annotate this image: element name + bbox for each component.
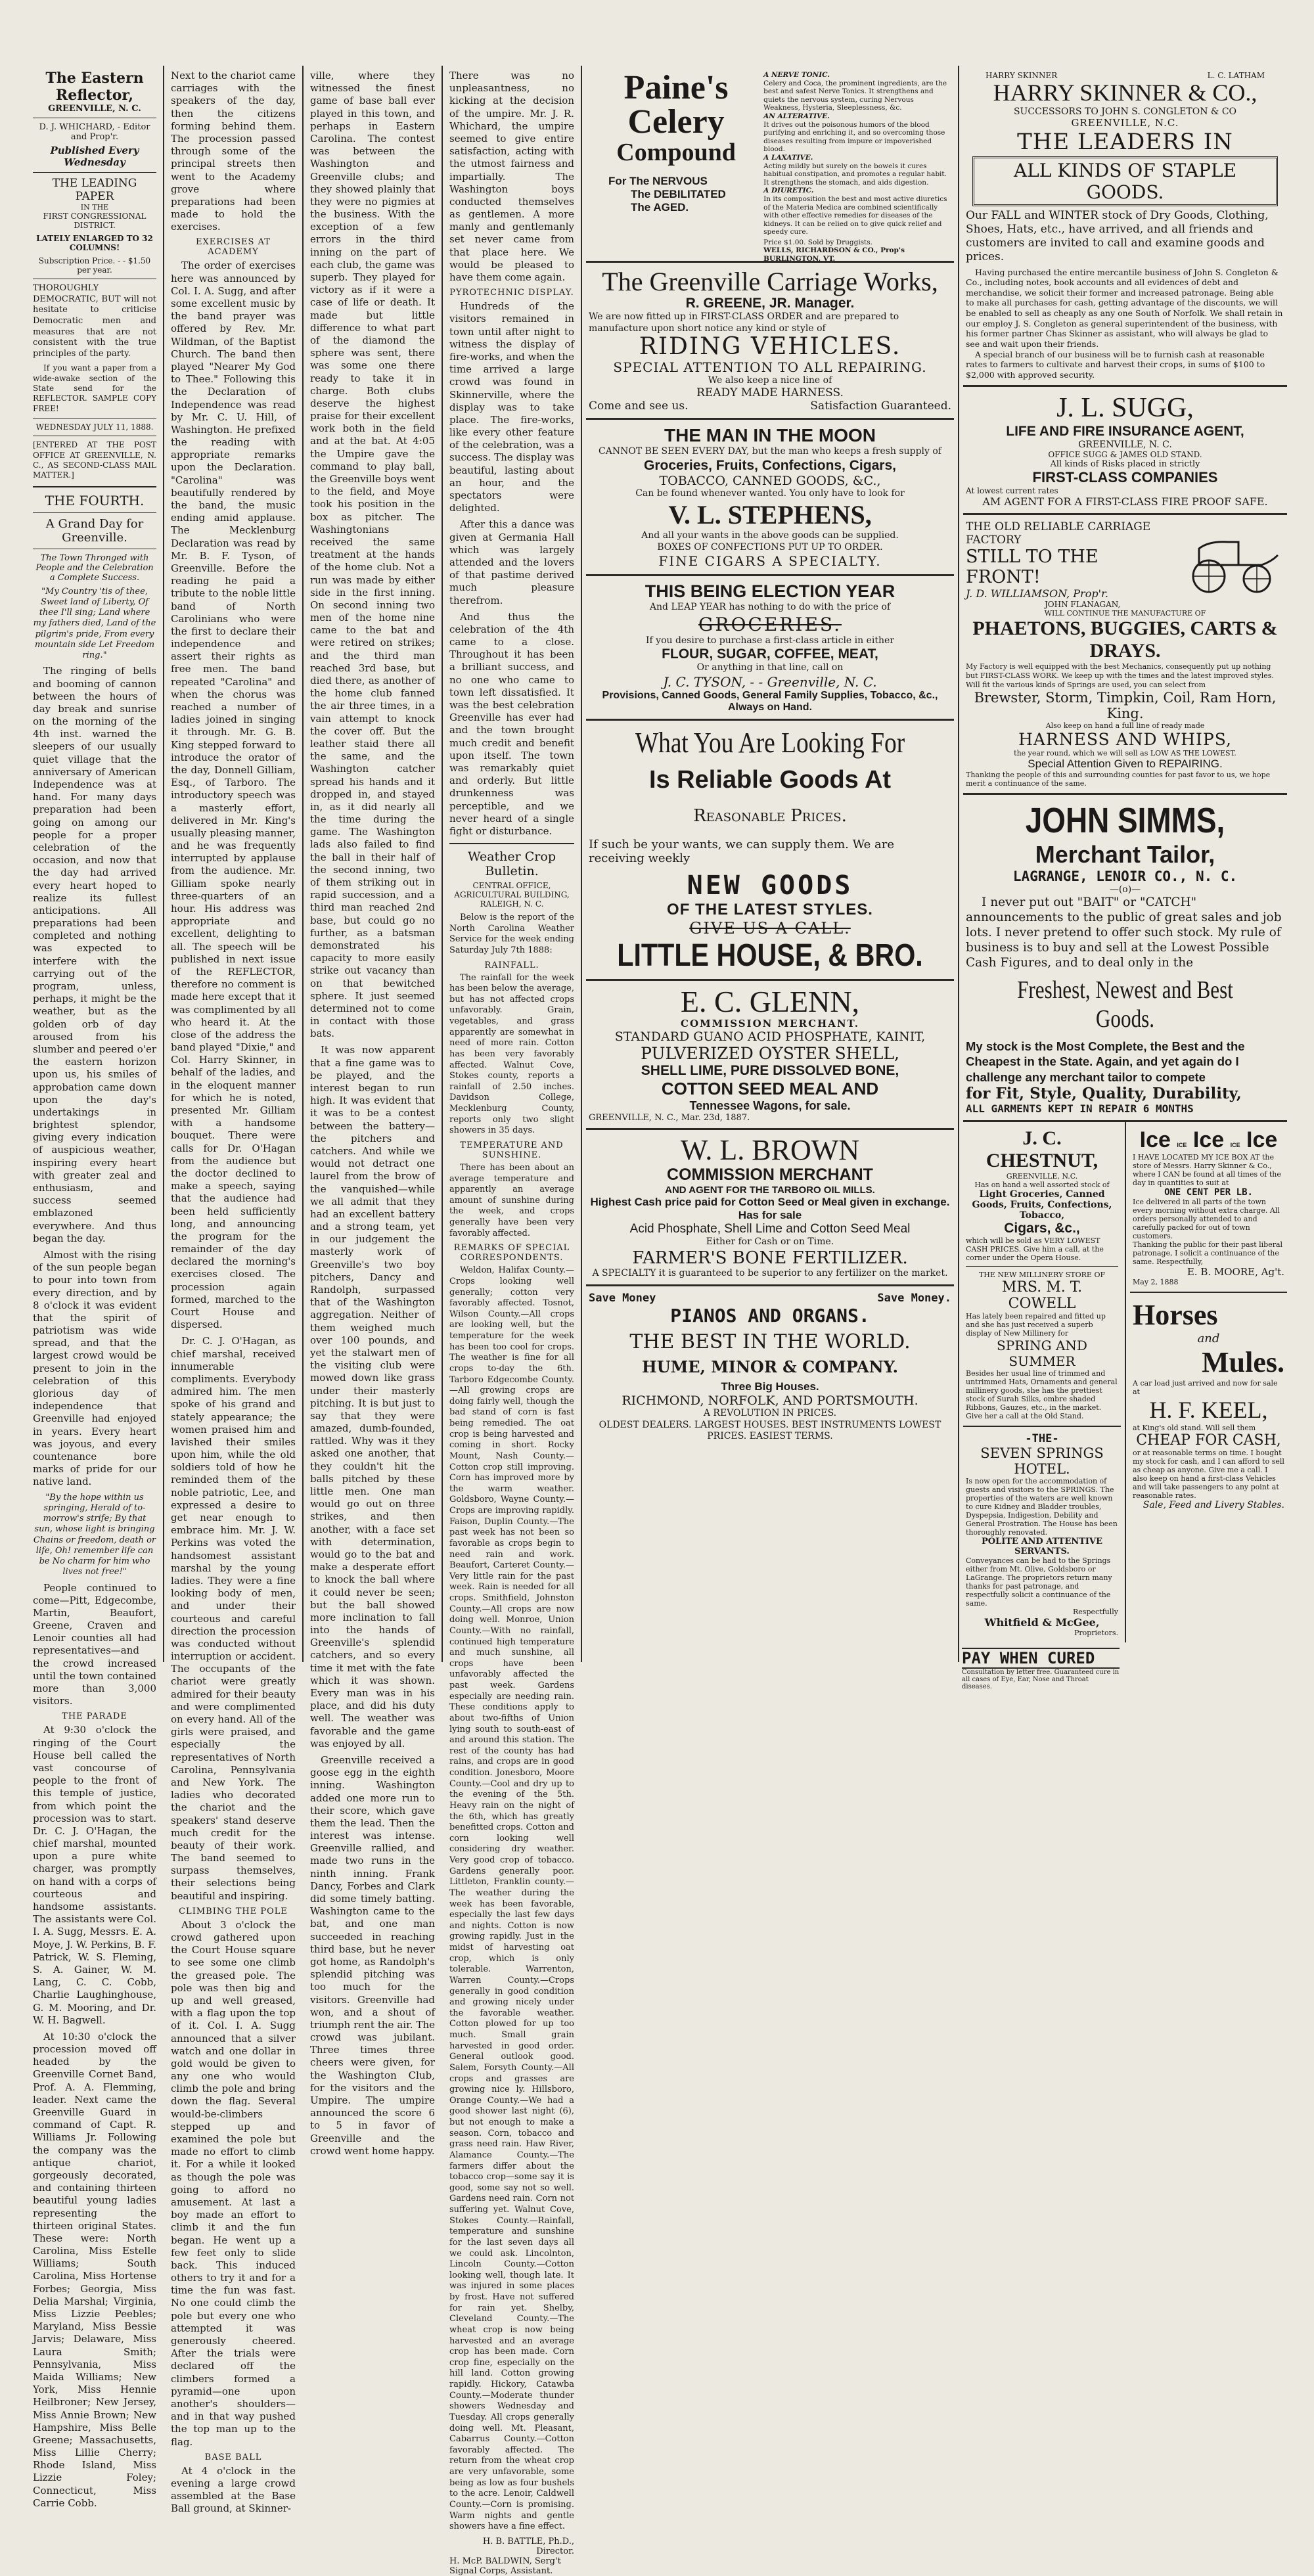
moon-stephens: V. L. STEPHENS,: [668, 500, 872, 530]
issue-date: WEDNESDAY JULY 11, 1888.: [35, 422, 154, 432]
carriage-riding-vehicles: RIDING VEHICLES.: [639, 333, 901, 360]
glenn-line: Tennessee Wagons, for sale.: [689, 1099, 851, 1113]
little-prices: Reasonable Prices.: [693, 805, 847, 826]
factory-keep: Also keep on hand a full line of ready made: [1045, 721, 1205, 730]
paines-laxative-text: Acting mildly but surely on the bowels it cures habitual constipation, and promotes a regular habit. It strengthens the stomach, and aids digestion.: [763, 162, 947, 187]
cowell-name: MRS. M. T. COWELL: [1001, 1278, 1083, 1312]
paines-title: Paine's: [623, 69, 729, 106]
moon-subtitle: CANNOT BE SEEN EVERY DAY, but the man who keeps a fresh supply of: [599, 446, 941, 457]
ice-title: Ice: [1139, 1127, 1171, 1152]
column-2: [164, 66, 302, 2515]
factory-proprietor: J. D. WILLIAMSON, Prop'r.: [966, 587, 1108, 600]
hume-houses: Three Big Houses.: [721, 1380, 819, 1393]
wideawake-note: If you want a paper from a wide-awake section of the State send for the REFLECTOR. SAMPLE COPY FREE!: [33, 363, 156, 413]
moon-found: Can be found whenever wanted. You only have to look for: [635, 487, 905, 499]
factory-still-front: STILL TO THE FRONT!: [966, 547, 1099, 588]
paines-diuretic-head: A DIURETIC.: [763, 187, 814, 195]
sugg-name: J. L. SUGG,: [1056, 393, 1194, 424]
hume-cities: RICHMOND, NORFOLK, AND PORTSMOUTH.: [622, 1393, 918, 1409]
keel-stables: Sale, Feed and Livery Stables.: [1143, 1499, 1284, 1510]
weather-office: CENTRAL OFFICE, AGRICULTURAL BUILDING, RALEIGH, N. C.: [454, 881, 570, 909]
skinner-paragraph: Our FALL and WINTER stock of Dry Goods, Clothing, Shoes, Hats, etc., have arrived, and all friends and customers are invited to call and examine goods and prices.: [966, 208, 1269, 264]
article-paragraph: At 9:30 o'clock the ringing of the Court House bell called the vast concourse of people to the front of this temple of justice, from which point the procession was to start. Dr. C. J. O'Hagan, the chief marshal, mounted upon a pure white charger, was promptly on hand with a corps of courteous and handsome assistants. The assistants were Col. I. A. Sugg, Messrs. E. A. Moye, J. W. Perkins, B. F. Patrick, W. S. Fleming, S. A. Gainer, W. M. Lang, C. C. Cobb, Charlie Laughinghouse, G. M. Mooring, and Dr. W. H. Bagwell.: [33, 1724, 156, 2026]
weather-intro: Below is the report of the North Carolina Weather Service for the week ending Saturday July 7th 1888:: [449, 913, 574, 955]
keel-name: H. F. KEEL,: [1149, 1396, 1268, 1423]
springs-polite: POLITE AND ATTENTIVE SERVANTS.: [982, 1536, 1102, 1556]
little-new-goods: NEW GOODS: [687, 870, 853, 901]
ad-column-center: [582, 66, 958, 1662]
skinner-header: HARRY SKINNER: [986, 71, 1058, 80]
column-1: [26, 66, 163, 2509]
ad-harry-skinner: [963, 66, 1287, 387]
springs-name: SEVEN SPRINGS HOTEL.: [980, 1445, 1104, 1477]
cowell-millinery: THE NEW MILLINERY STORE OF: [978, 1270, 1106, 1279]
glenn-line: SHELL LIME, PURE DISSOLVED BONE,: [641, 1063, 899, 1079]
ice-text2: Ice delivered in all parts of the town every morning without extra charge. All orders personally attended to and carefully packed for out of town customers.: [1133, 1197, 1280, 1240]
factory-description: My Factory is well equipped with the best Mechanics, consequently put up nothing but FIRST-CLASS WORK. We keep up with the times and the latest improved styles. Will fit the various kinds of Springs are used, you can select from: [966, 662, 1274, 689]
factory-old-reliable: THE OLD RELIABLE CARRIAGE FACTORY: [966, 520, 1151, 547]
brown-specialty: A SPECIALTY it is guaranteed to be superior to any fertilizer on the market.: [592, 1267, 948, 1278]
paines-tonic-head: A NERVE TONIC.: [763, 71, 830, 79]
little-what: What You Are Looking For: [635, 726, 905, 759]
ad-john-simms: [963, 795, 1287, 1122]
ad-column-right: [959, 66, 1291, 1690]
skinner-paragraph: Having purchased the entire mercantile business of John S. Congleton & Co., including notes, book accounts and all evidences of debt and merchandise, we solicit their former and increased patronage. Being able to make all purchases for cash, getting advantage of the discounts, we will be enabled to sell as cheaply as any one South of Norfolk. We shall retain in our employ J. S. Congleton as general superintendent of the business, with his former partner Chas Skinner as assistant, who will always be glad to see and wait upon their friends.: [966, 267, 1283, 349]
weather-bulletin-title: Weather Crop Bulletin.: [467, 849, 556, 879]
ice-price: ONE CENT PER LB.: [1164, 1186, 1253, 1198]
springs-the: -THE-: [1025, 1432, 1059, 1445]
section-heading-pole: CLIMBING THE POLE: [179, 1906, 288, 1916]
factory-flanagan: JOHN FLANAGAN,: [1045, 600, 1121, 610]
factory-special: Special Attention Given to REPAIRING.: [1028, 757, 1223, 770]
article-paragraph: There was no unpleasantness, no kicking at the decision of the umpire. Mr. J. R. Whichard, the umpire seemed to give entire satisfaction, acting with the utmost fairness and impartially. The Washington boys conducted themselves as gentlemen. A more manly and gentlemanly set never came from that place here. We would be pleased to have them come again.: [449, 70, 574, 283]
brown-cash: Highest Cash price paid for Cotton Seed or Meal given in exchange. Has for sale: [590, 1196, 950, 1222]
enlarged-notice: LATELY ENLARGED TO 32 COLUMNS!: [36, 234, 153, 252]
ad-hume-minor: [586, 1286, 954, 1448]
hume-pianos: PIANOS AND ORGANS.: [670, 1305, 870, 1327]
ice-text3: Thanking the public for their past liberal patronage, I solicit a continuance of the same. Respectfully,: [1133, 1240, 1283, 1266]
article-title: THE FOURTH.: [45, 492, 145, 508]
paines-alterative-text: It drives out the poisonous humors of the blood purifying and enriching it, and so overcoming those diseases resulting from impure or impoverished blood.: [763, 120, 945, 154]
carriage-repair: SPECIAL ATTENTION TO ALL REPAIRING.: [613, 359, 927, 375]
article-subtitle: A Grand Day for Greenville.: [45, 516, 144, 545]
ad-carriage-factory: [963, 515, 1287, 794]
factory-thanks: Thanking the people of this and surrounding counties for past favor to us, we hope merit a continuance of the same.: [966, 770, 1271, 788]
article-paragraph: Greenville received a goose egg in the eighth inning. Washington added one more run to their score, which gave them the lead. Then the interest was intense. Greenville rallied, and made two runs in the ninth inning. Frank Dancy, Forbes and Clark did some timely batting. Washington came to the bat, and one man succeeded in reaching third base, but he never got home, as Randolph's splendid pitching was too much for the visitors. Greenville had won, and a shout of triumph rent the air. The crowd was jubilant. Three times three cheers were given, for the Washington Club, for the visitors and the Umpire. The umpire announced the score 6 to 5 in favor of Greenville and the crowd went home happy.: [310, 1753, 435, 2157]
little-wants: If such be your wants, we can supply them. We are receiving weekly: [589, 837, 895, 865]
leading-paper-district: FIRST CONGRESSIONAL DISTRICT.: [43, 212, 147, 230]
section-heading-rainfall: RAINFALL.: [484, 960, 539, 970]
skinner-paragraph: A special branch of our business will be to furnish cash at reasonable rates to farmers to cultivate and harvest their crops, in sums of $100 to $2,000 with approved security.: [966, 349, 1265, 380]
leading-paper: THE LEADING PAPER: [52, 177, 137, 203]
moon-boxes: BOXES OF CONFECTIONS PUT UP TO ORDER.: [657, 541, 883, 553]
skinner-leaders: THE LEADERS IN: [1017, 128, 1233, 155]
chestnut-name: J. C. CHESTNUT,: [986, 1127, 1099, 1171]
poem-hope: "By the hope within us springing, Herald of to-morrow's strife; By that sun, whose light is bringing Chains or freedom, death or life, Oh! remember life can be No charm for him who lives not free!": [33, 1492, 156, 1577]
article-paragraph: ville, where they witnessed the finest game of base ball ever played in this town, and perhaps in Eastern Carolina. The contest was between the Washington and Greenville clubs; and they showed plainly that they were no pigmies at the business. With the exception of a few errors in the third inning on the part of each club, the game was superb. They played for victory as if it were a case of life or death. It made but little difference to what part of the diamond the sphere was sent, there was some one there ready to take it in charge. Both clubs deserve the highest praise for their excellent work both in the field and at the bat. At 4:05 the Umpire gave the command to play ball, the Greenville boys went to the field, and Moye took his position in the box as pitcher. The Washingtonians received the same treatment at the hands of the home club. Not a run was made by either side in the first inning. On second inning two men of the home nine came to the bat and were retired on strikes; and the third man reached 3rd base, but died there, as another of the home club fanned the air three times, in a vain attempt to knock the cover off. But the leather staid there all the same, and the Washington catcher spread his hands and it dropped in, and stayed in, as it did nearly all the time during the game. The Washington lads also failed to find the ball in their half of the second inning, two of them striking out in rapid succession, and a third man reached 2nd base, but could go no further, as a batsman demonstrated his capacity to more easily strike out vacancy than on that bewitched sphere. It just seemed determined not to come in contact with those bats.: [310, 70, 435, 1040]
keel-text2: at King's old stand. Will sell them: [1133, 1423, 1256, 1432]
chestnut-cigars: Cigars, &c.,: [1004, 1220, 1080, 1236]
moon-wants: And all your wants in the above goods can be supplied.: [641, 530, 899, 541]
keel-and: and: [1197, 1331, 1220, 1345]
glenn-date: GREENVILLE, N. C., Mar. 23d, 1887.: [589, 1113, 750, 1123]
article-paragraph: At 4 o'clock in the evening a large crowd assembled at the Base Ball ground, at Skinner-: [171, 2464, 296, 2515]
article-paragraph: Dr. C. J. O'Hagan, as chief marshal, received innumerable compliments. Everybody admired him. The men spoke of his grand and stately appearance; the women praised him and lavished their smiles upon him, while the old soldiers told of how he reminded them of the noble patriotic, Lee, and expressed a desire to get near enough to embrace him. Mr. J. W. Perkins was voted the handsomest assistant marshal by the young ladies. They were a fine looking body of men, and under their courteous and careful direction the procession was conducted without interruption or accident. The occupants of the chariot were greatly admired for their beauty and were complimented on every hand. All of the girls were praised, and especially the representatives of North Carolina, Pennsylvania and New York. The ladies who decorated the chariot and the speakers' stand deserve much credit for the beauty of their work. The band seemed to surpass themselves, their selections being beautiful and inspiring.: [171, 1335, 296, 1902]
article-deck: The Town Thronged with People and the Celebration a Complete Success.: [35, 553, 154, 583]
glenn-name: E. C. GLENN,: [680, 984, 860, 1018]
ad-wl-brown: [586, 1130, 954, 1286]
carriage-harness: READY MADE HARNESS.: [696, 386, 844, 400]
ice-date: May 2, 1888: [1133, 1277, 1179, 1286]
paines-compound: Compound: [616, 139, 736, 166]
sugg-office: OFFICE SUGG & JAMES OLD STAND.: [1048, 450, 1202, 460]
sugg-safe: AM AGENT FOR A FIRST-CLASS FIRE PROOF SAFE.: [982, 495, 1268, 508]
simms-fit: for Fit, Style, Quality, Durability,: [966, 1084, 1242, 1102]
article-paragraph: The order of exercises here was announced by Col. I. A. Sugg, and after some excellent music by the band prayer was offered by Rev. Mr. Wildman, of the Baptist Church. The band then played "Nearer My God to Thee." Following this the Declaration of Independence was read by Mr. C. U. Hill, of Washington. He prefixed the reading with appropriate remarks upon the Declaration. "Carolina" was beautifully rendered by the band, the music ending amid applause. The Mecklenburg Declaration was read by Mr. B. F. Tyson, of Greenville. Before the reading he paid a tribute to the noble little band of North Carolinians who were the first to declare their independence and assert their rights as free men. The band repeated "Carolina" and when the chorus was reached a number of ladies joined in singing it through. Mr. G. B. King stepped forward to introduce the orator of the day, Donnell Gilliam, Esq., of Tarboro. The introductory speech was a masterly effort, delivered in Mr. King's usually pleasing manner, and he was frequently interrupted by applause from the audience. Mr. Gilliam spoke nearly three-quarters of an hour. His address was appropriate and excellent, delighting to all. The speech will be published in next issue of the REFLECTOR, therefore no comment is made here except that it was complimented by all who heard it. At the close of the address the band played "Dixie," and Col. Harry Skinner, in behalf of the ladies, and in the eloquent manner for which he is noted, presented Mr. Gilliam with a handsome bouquet. There were calls for Dr. O'Hagan from the audience but the doctor declined to make a speech, saying that the audience had been held sufficiently long, and announcing the program for the remainder of the day declared the morning's exercises closed. The procession again formed, marched to the Court House and dispersed.: [171, 260, 296, 1331]
paines-aged: The AGED.: [631, 200, 689, 214]
simms-paragraph: I never put out "BAIT" or "CATCH" announcements to the public of great sales and job lots. I never pretend to offer such stock. My rule of business is to buy and sell at the Lowest Possible Cash Figures, and to deal only in the: [966, 895, 1282, 970]
carriage-come: Come and see us.: [589, 399, 689, 413]
moon-cigars: FINE CIGARS A SPECIALTY.: [658, 553, 882, 570]
glenn-line: COTTON SEED MEAL AND: [661, 1079, 879, 1099]
factory-harness: HARNESS AND WHIPS,: [1018, 729, 1232, 749]
brown-role: COMMISSION MERCHANT: [667, 1165, 873, 1185]
election-purchase: If you desire to purchase a first-class article in either: [646, 635, 894, 646]
brown-terms: Either for Cash or on Time.: [706, 1236, 834, 1248]
sugg-place: GREENVILLE, N. C.: [1078, 440, 1172, 451]
paines-diuretic-text: In its composition the best and most active diuretics of the Materia Medica are combined scientifically with other effective remedies for diseases of the kidneys. It can be relied on to give quick relief and speedy cure.: [763, 194, 947, 237]
brown-phosphate: Acid Phosphate, Shell Lime and Cotton Seed Meal: [629, 1222, 911, 1236]
pay-when-cured: PAY WHEN CURED: [962, 1648, 1120, 1669]
article-paragraph: Hundreds of the visitors remained in town until after night to witness the display of fire-works, and when the time arrived a large crowd was found in Skinnerville, where the display was to take place. The fire-works, like every other feature of the celebration, was a success. The display was beautiful, lasting about an hour, and the spectators were delighted.: [449, 300, 574, 514]
sugg-first-class: FIRST-CLASS COMPANIES: [1032, 469, 1218, 486]
factory-will: WILL CONTINUE THE MANUFACTURE OF: [1044, 609, 1206, 618]
springs-proprietors-name: Whitfield & McGee,: [984, 1616, 1100, 1629]
ice-small: ICE: [1230, 1141, 1240, 1148]
simms-repair: ALL GARMENTS KEPT IN REPAIR 6 MONTHS: [966, 1102, 1194, 1115]
election-groceries: GROCERIES.: [698, 613, 842, 635]
glenn-role: COMMISSION MERCHANT.: [681, 1018, 859, 1030]
moon-tobacco: TOBACCO, CANNED GOODS, &C.,: [659, 473, 881, 488]
masthead-editor: D. J. WHICHARD, - Editor and Prop'r.: [39, 122, 150, 142]
election-provisions: Provisions, Canned Goods, General Family Supplies, Tobacco, &c., Always on Hand.: [602, 689, 938, 713]
policy-note: THOROUGHLY DEMOCRATIC, BUT will not hesitate to criticise Democratic men and measures that are not consistent with the true principles of the party.: [33, 283, 156, 359]
paines-alterative-head: AN ALTERATIVE.: [763, 112, 830, 120]
springs-proprietors: Proprietors.: [1074, 1628, 1118, 1637]
ad-ec-glenn: [586, 981, 954, 1130]
chestnut-place: GREENVILLE, N.C.: [1006, 1171, 1078, 1181]
section-heading-parade: THE PARADE: [62, 1711, 127, 1722]
simms-freshest: Freshest, Newest and Best Goods.: [1017, 976, 1233, 1033]
newspaper-page: [26, 66, 1291, 2576]
entered-notice: [ENTERED AT THE POST OFFICE AT GREENVILLE, N. C., AS SECOND-CLASS MAIL MATTER.]: [33, 440, 156, 480]
paines-for-nervous: For The NERVOUS: [608, 174, 708, 187]
article-paragraph: At 10:30 o'clock the procession moved off headed by the Greenville Cornet Band, Prof. A. A. Flemming, leader. Next came the Greenville Guard in command of Capt. R. Williams Jr. Following the company was the antique chariot, gorgeously decorated, and containing thirteen beautiful young ladies representing the thirteen original States. These were: North Carolina, Miss Estelle Williams; South Carolina, Miss Hortense Forbes; Georgia, Miss Delia Marshal; Virginia, Miss Lizzie Peebles; Maryland, Miss Bessie Jarvis; Delaware, Miss Laura Smith; Pennsylvania, Miss Maida Williams; New York, Miss Hennie Heilbroner; New Jersey, Miss Annie Brown; New Hampshire, Miss Belle Greene; Massachusetts, Miss Lillie Cherry; Rhode Island, Miss Lizzie Foley; Connecticut, Miss Carrie Cobb.: [33, 2030, 156, 2509]
weather-remarks: Weldon, Halifax County.—Crops looking well generally; cotton very favorably affected. Tosnot, Wilson County.—All crops are looking well, but the temperature for the week has been too cool for crops. The weather is fine for all crops to-day the 6th. Tarboro Edgecombe County.—All growing crops are doing fairly well, though the bad stand of corn is fast being remedied. The oat crop is being harvested and coming in short. Rocky Mount, Nash County.—Cotton crop still improving. Corn has improved more by the warm weather. Goldsboro, Wayne County.—Crops are improving rapidly. Faison, Duplin County.—The past week has not been so favorable as crops begin to need rain and work. Beaufort, Carteret County.—Very little rain for the past week. Rain is needed for all crops. Smithfield, Johnston County.—All crops are now doing well. Monroe, Union County.—With no rainfall, continued high temperature and much sunshine, all crops have been unfavorably affected the past week. Gardens especially are needing rain. These conditions apply to about two-fifths of Union lying south to south-east of and around this station. The rest of the county has had rains, and crops are in good condition. Jonesboro, Moore County.—Cool and dry up to the evening of the 5th. Heavy rain on the night of the 6th, which has greatly benefitted crops. Cotton and corn looking well considering dry weather. Very good crop of tobacco. Gardens generally poor. Littleton, Franklin county.—The weather during the week has been favorable, especially the last few days and nights. Cotton is now growing rapidly. Just in the midst of harvesting oat crop, which is only tolerable. Warrenton, Warren County.—Crops generally in good condition and growing nicely under the favorable weather. Cotton plowed for up too much. Small grain harvested in good order. General outlook good. Salem, Forsyth County.—All crops and grasses are growing nice ly. Hillsboro, Orange County.—We had a good shower last night (6), but not enough to make a season. Corn, tobacco and grass need rain. Haw River, Alamance County.—The farmers differ about the tobacco crop—some say it is good, some say not so well. Gardens need rain. Corn not suffering yet. Walnut Cove, Stokes County.—Rainfall, temperature and sunshine for the last seven days all we could ask. Lincolnton, Lincoln County.—Cotton looking well, though late. It was injured in some places by frost. Have not suffered for rain yet. Shelby, Cleveland County.—The wheat crop is now being harvested and an average crop has been made. Corn crop fine, especially on the hill land. Cotton growing rapidly. Hickory, Catawba County.—Moderate thunder showers Wednesday and Tuesday. All crops generally doing well. Mt. Pleasant, Cabarrus County.—Cotton favorably affected. The return from the wheat crop are very unfavorable, some being as low as four bushels to the acre. Lenoir, Caldwell County.—Corn is promising. Warm nights and gentle showers have a fine effect.: [449, 1265, 574, 2532]
masthead-title: The Eastern Reflector,: [45, 70, 144, 104]
ad-horses-mules: [1130, 1293, 1287, 1516]
hume-save-money: Save Money: [589, 1292, 656, 1305]
simms-ornament: —(o)—: [1109, 884, 1141, 895]
cowell-spring-summer: SPRING AND SUMMER: [997, 1337, 1087, 1369]
cowell-text: Has lately been repaired and fitted up and she has just received a superb display of New Millinery for: [966, 1311, 1106, 1338]
weather-temperature: There has been about an average temperature and apparently an average amount of sunshine during the week, and crops generally have been very favorably affected.: [449, 1162, 574, 1238]
paines-celery: Celery: [627, 103, 725, 141]
ad-little-house: [586, 721, 954, 981]
article-paragraph: It was now apparent that a fine game was to be played, and the interest began to run high. It was evident that it was to be a contest between the battery—the pitchers and catchers. And while we would not detract one laurel from the brow of the vanquished—while we all admit that they had an excellent battery and a strong team, yet in our judgement the masterly work of Greenville's two boy pitchers, Dancy and Randolph, surpassed that of the Washington aggregation. Neither of them weighed much over 100 pounds, and yet the stalwart men of the visiting club were mowed down like grass under their masterly pitching. It is but just to say that they were amazed, dumb-founded, rattled. Why was it they asked one another, that they couldn't hit the balls pitched by these little men. One man would go out on three strikes, and then another, with a face set with determination, would go to the bat and make a desperate effort to knock the ball where it could never be seen; but the ball showed more inclination to fall into the hands of Greenville's splendid catchers, and so every time it met with the fate which it was shown. Every man was in his place, and did his duty well. The weather was favorable and the game was enjoyed by all.: [310, 1044, 435, 1750]
simms-place: LAGRANGE, LENOIR CO., N. C.: [1012, 868, 1238, 884]
paines-maker: WELLS, RICHARDSON & CO., Prop's BURLINGTON, VT.: [763, 246, 905, 263]
little-house-bro: LITTLE HOUSE, & BRO.: [617, 938, 923, 973]
factory-phaetons: PHAETONS, BUGGIES, CARTS & DRAYS.: [972, 618, 1278, 662]
springs-text2: Conveyances can be had to the Springs either from Mt. Olive, Goldsboro or LaGrange. The proprietors return many thanks for past patronage, and respectfully solicit a continuance of the same.: [966, 1556, 1112, 1608]
skinner-name: HARRY SKINNER & CO.,: [993, 79, 1257, 106]
springs-text: Is now open for the accommodation of guests and visitors to the SPRINGS. The properties of the waters are well known to cure Kidney and Bladder troubles, Dyspepsia, Indigestion, Debility and General Prostration. The House has been thoroughly renovated.: [966, 1476, 1118, 1537]
simms-name: JOHN SIMMS,: [1025, 800, 1225, 840]
ad-jl-sugg: [963, 387, 1287, 515]
article-paragraph: The ringing of bells and booming of cannon between the hours of day break and sunrise on the morning of the 4th inst. warned the sleepers of our usually quiet village that the anniversary of American Independence was at hand. For many days preparation had been going on among our people for a proper celebration of the occasion, and now that the day had arrived every heart hoped to realize its fullest anticipations. All preparations had been completed and nothing was expected to interfere with the carrying out of the program, unless, perhaps, it might be the weather, but as the golden orb of day aroused from his slumber and peered o'er the eastern horizon upon us, his smiles of approbation came down upon the day's undertakings in brightest splendor, giving every indication of auspicious weather, inspiring every heart with greater zeal and enthusiasm, and success seemed emblazoned everywhere. And thus began the day.: [33, 665, 156, 1244]
factory-springs: Brewster, Storm, Timpkin, Coil, Ram Horn, King.: [974, 689, 1277, 721]
ad-greenville-carriage-works: [586, 263, 954, 420]
article-paragraph: Almost with the rising of the sun people began to pour into town from every direction, and by 8 o'clock it was evident that the spirit of patriotism was wide spread, and that the largest crowd would be present to join in the celebration of this glorious day of independence that Greenville had enjoyed in years. Every heart was joyous, and every countenance bore marks of pride for our native land.: [33, 1248, 156, 1488]
weather-signature-assistant: H. McP. BALDWIN, Serg't Signal Corps, Assistant.: [449, 2556, 561, 2576]
ad-seven-springs: [963, 1427, 1121, 1642]
keel-horses: Horses: [1133, 1298, 1218, 1331]
paines-price: Price $1.00. Sold by Druggists.: [763, 238, 873, 246]
keel-cash: CHEAP FOR CASH,: [1136, 1432, 1281, 1449]
article-paragraph: About 3 o'clock the crowd gathered upon the Court House square to see some one climb the greased pole. The pole was then big and up and well greased, with a flag upon the top of it. Col. I. A. Sugg announced that a silver watch and one dollar in gold would be given to any one who would climb the pole and bring down the flag. Several would-be-climbers stepped up and examined the pole but made no effort to climb it. For a while it looked as though the pole was going to afford no amusement. At last a boy made an effort to climb it and the fun began. He went up a few feet only to slide back. This induced others to try it and for a time the fun was fast. No one could climb the pole but every one who attempted it was generously cheered. After the trials were declared off the climbers formed a pyramid—one upon another's shoulders—and in that way pushed the top man up to the flag.: [171, 1918, 296, 2448]
column-3: [304, 66, 442, 2157]
chestnut-sell: which will be sold as VERY LOWEST CASH PRICES. Give him a call, at the corner under the Opera House.: [966, 1236, 1104, 1262]
cowell-spring-text: Besides her usual line of trimmed and untrimmed Hats, Ornaments and general millinery goods, she has the prettiest stock of Surah Silks, ombre shaded Ribbons, Gauzes, etc., in the market. Give her a call at the Old Stand.: [966, 1368, 1118, 1420]
poem-my-country: "My Country 'tis of thee, Sweet land of Liberty, Of thee I'll sing; Land where my fathers died, Land of the pilgrim's pride, From every mountain side Let Freedom ring.": [33, 586, 156, 661]
hume-revolution: A REVOLUTION IN PRICES.: [703, 1408, 837, 1419]
ice-text: I HAVE LOCATED MY ICE BOX AT the store of Messrs. Harry Skinner & Co., where I CAN be found at all times of the day in quantities to suit at: [1133, 1152, 1281, 1187]
ad-paines-celery: [586, 66, 954, 263]
election-tyson: J. C. TYSON, - - Greenville, N. C.: [663, 673, 877, 690]
hume-best: THE BEST IN THE WORLD.: [629, 1330, 911, 1354]
factory-year: the year round, which we will sell as LOW AS THE LOWEST.: [1014, 748, 1236, 757]
latham-header: L. C. LATHAM: [1207, 71, 1265, 80]
carriage-body: We are now fitted up in FIRST-CLASS ORDER and are prepared to manufacture upon short notice any kind or style of: [589, 311, 899, 334]
carriage-manager: R. GREENE, JR. Manager.: [685, 296, 855, 311]
ice-title: Ice: [1192, 1127, 1225, 1152]
skinner-staple-goods: ALL KINDS OF STAPLE GOODS.: [972, 156, 1278, 206]
article-paragraph: People continued to come—Pitt, Edgecombe, Martin, Beaufort, Greene, Craven and Lenoir counties all had representatives—and the crowd increased until the town contained more than 3,000 visitors.: [33, 1581, 156, 1707]
springs-respectfully: Respectfully: [1073, 1607, 1118, 1616]
chestnut-has: Has on hand a well assorted stock of: [974, 1180, 1110, 1189]
brown-fertilizer: FARMER'S BONE FERTILIZER.: [632, 1248, 908, 1268]
glenn-line: STANDARD GUANO ACID PHOSPHATE, KAINIT,: [614, 1029, 926, 1045]
ice-title: Ice: [1246, 1127, 1278, 1152]
election-flour: FLOUR, SUGAR, COFFEE, MEAT,: [662, 646, 878, 662]
keel-mules: Mules.: [1202, 1345, 1284, 1378]
ad-man-in-the-moon: [586, 420, 954, 576]
election-call: Or anything in that line, call on: [696, 662, 844, 673]
buggy-icon: [1173, 535, 1284, 595]
paines-tonic-text: Celery and Coca, the prominent ingredients, are the best and safest Nerve Tonics. It strengthens and quiets the nervous system, curing Nervous Weakness, Hysteria, Sleeplessness, &c.: [763, 79, 947, 112]
simms-role: Merchant Tailor,: [1035, 840, 1215, 868]
little-latest: OF THE LATEST STYLES.: [667, 900, 873, 918]
pay-when-cured-text: Consultation by letter free. Guaranteed cure in all cases of Eye, Ear, Nose and Throat diseases.: [962, 1668, 1120, 1690]
simms-paragraph: My stock is the Most Complete, the Best and the Cheapest in the State. Again, and yet again do I challenge any merchant tailor to compete: [966, 1039, 1245, 1084]
election-title: THIS BEING ELECTION YEAR: [645, 581, 895, 602]
ad-pay-when-cured: [959, 1642, 1287, 1696]
little-is-reliable: Is Reliable Goods At: [648, 765, 892, 794]
sugg-role: LIFE AND FIRE INSURANCE AGENT,: [1006, 424, 1244, 440]
section-heading-remarks: REMARKS OF SPECIAL CORRESPONDENTS.: [453, 1243, 570, 1263]
hume-company: HUME, MINOR & COMPANY.: [642, 1357, 898, 1377]
moon-goods: Groceries, Fruits, Confections, Cigars,: [644, 457, 896, 473]
moon-title: THE MAN IN THE MOON: [664, 425, 876, 446]
carriage-keep: We also keep a nice line of: [708, 374, 832, 386]
article-paragraph: Next to the chariot came carriages with the speakers of the day, then the citizens forming behind them. The procession passed through some of the principal streets then went to the Academy grove where preparations had been made to hold the exercises.: [171, 70, 296, 233]
weather-rainfall: The rainfall for the week has been below the average, but has not affected crops unfavorably. Grain, vegetables, and grass apparently are somewhat in need of more rain. Cotton has been very favorably affected. Walnut Cove, Stokes county, reports a rainfall of 2.50 inches. Davidson College, Mecklenburg County, reports only two slight showers in 35 days.: [449, 972, 574, 1136]
weather-signature-director: H. B. BATTLE, Ph.D., Director.: [482, 2536, 574, 2556]
article-paragraph: After this a dance was given at Germania Hall which was largely attended and the lovers of that pastime derived much pleasure therefrom.: [449, 518, 574, 606]
election-sub: And LEAP YEAR has nothing to do with the price of: [649, 602, 891, 613]
hume-save-money: Save Money.: [877, 1292, 951, 1305]
leading-paper-in: IN THE: [80, 203, 109, 212]
chestnut-goods: Light Groceries, Canned Goods, Fruits, Confections, Tobacco,: [972, 1188, 1112, 1221]
ice-signature: E. B. MOORE, Ag't.: [1187, 1265, 1284, 1278]
skinner-successors: SUCCESSORS TO JOHN S. CONGLETON & CO: [1013, 106, 1237, 117]
hume-oldest: OLDEST DEALERS. LARGEST HOUSES. BEST INSTRUMENTS LOWEST PRICES. EASIEST TERMS.: [599, 1419, 941, 1442]
masthead-place: GREENVILLE, N. C.: [48, 104, 141, 114]
paines-debilitated: The DEBILITATED: [631, 187, 726, 200]
little-give-call: GIVE US A CALL.: [689, 918, 851, 938]
ice-small: ICE: [1177, 1141, 1187, 1148]
section-heading-baseball: BASE BALL: [204, 2452, 262, 2462]
carriage-satisfaction: Satisfaction Guaranteed.: [810, 399, 951, 413]
ad-ice: [1130, 1122, 1287, 1293]
glenn-line: PULVERIZED OYSTER SHELL,: [641, 1044, 899, 1064]
paines-laxative-head: A LAXATIVE.: [763, 153, 813, 162]
brown-agent: AND AGENT FOR THE TARBORO OIL MILLS.: [665, 1185, 875, 1196]
brown-name: W. L. BROWN: [680, 1134, 860, 1167]
article-paragraph: And thus the celebration of the 4th came to a close. Throughout it has been a brilliant success, and no one who came to town left dissatisfied. It was the best celebration Greenville has ever had and the town brought much credit and benefit upon itself. The town was remarkably quiet and orderly. But little drunkenness was perceptible, and we never heard of a single fight or disturbance.: [449, 610, 574, 837]
section-heading-temperature: TEMPERATURE AND SUNSHINE.: [460, 1140, 564, 1160]
keel-text: A car load just arrived and now for sale at: [1133, 1378, 1278, 1396]
carriage-title: The Greenville Carriage Works,: [602, 267, 938, 296]
masthead-published: Published Every Wednesday: [50, 145, 139, 168]
sugg-risks: All kinds of Risks placed in strictly: [1050, 459, 1200, 470]
column-4: [443, 66, 581, 2576]
section-heading-fireworks: PYROTECHNIC DISPLAY.: [449, 288, 574, 298]
ad-jc-chestnut: [963, 1122, 1121, 1427]
ad-election-year: [586, 576, 954, 721]
subscription-price: Subscription Price. - - $1.50 per year.: [38, 256, 151, 275]
section-heading-exercises: EXERCISES AT ACADEMY: [196, 237, 271, 258]
sugg-rates: At lowest current rates: [966, 486, 1058, 496]
skinner-place: GREENVILLE, N.C.: [1071, 116, 1179, 129]
keel-text3: or at reasonable terms on time. I bought my stock for cash, and I can afford to sell as cheap as anyone. Give me a call. I also keep on hand a first-class Vehicles and will take passengers to any point at reasonable rates.: [1133, 1448, 1284, 1500]
